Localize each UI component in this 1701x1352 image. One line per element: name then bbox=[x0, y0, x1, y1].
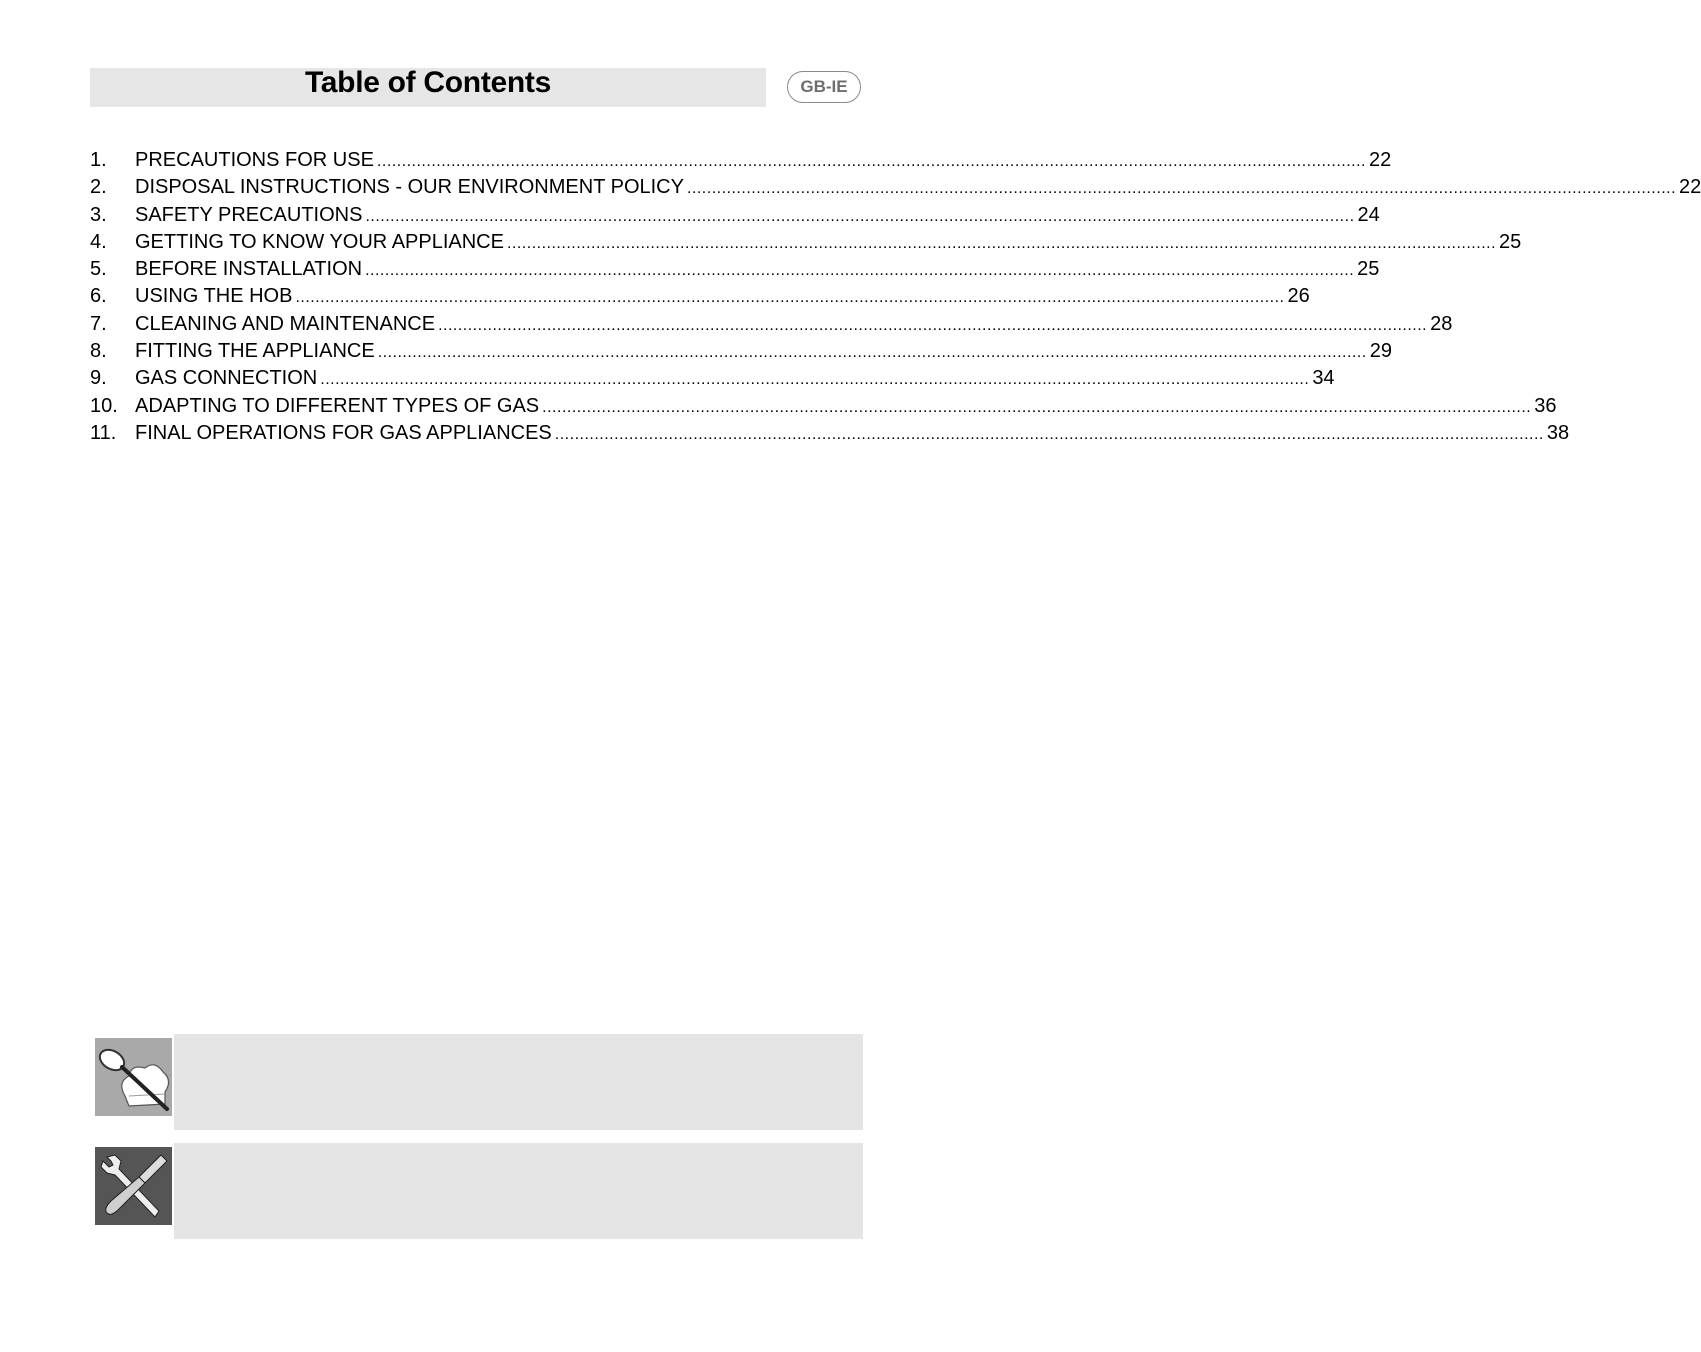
toc-entry[interactable] bbox=[90, 338, 1392, 365]
toc-entry-page: 24 bbox=[1357, 203, 1380, 226]
toc-entry-number: 1. bbox=[90, 149, 107, 171]
toc-entry[interactable] bbox=[90, 365, 1335, 392]
toc-entry[interactable] bbox=[90, 256, 1380, 283]
toc-entry-number: 11. bbox=[90, 421, 117, 444]
toc-entry-title: FINAL OPERATIONS FOR GAS APPLIANCES bbox=[135, 421, 552, 444]
toc-entry[interactable] bbox=[90, 311, 1453, 338]
toc-entry-number: 5. bbox=[90, 258, 107, 281]
toc-leader-dots: ........................................................................................................................................................................................................ bbox=[506, 234, 1497, 252]
toc-leader-dots: ........................................................................................................................................................................................................ bbox=[376, 153, 1366, 170]
toc-entry-title: CLEANING AND MAINTENANCE bbox=[135, 312, 436, 335]
toc-entry-title: GETTING TO KNOW YOUR APPLIANCE bbox=[135, 230, 504, 253]
toc-entry-page: 28 bbox=[1430, 312, 1453, 335]
toc-entry-title: USING THE HOB bbox=[135, 285, 293, 308]
page-title: Table of Contents bbox=[304, 66, 551, 99]
title-bar bbox=[90, 68, 766, 107]
toc-entry-number: 3. bbox=[90, 203, 107, 226]
toc-entry-page: 34 bbox=[1312, 367, 1335, 390]
installer-note-box bbox=[174, 1143, 863, 1239]
toc-entry-number: 8. bbox=[90, 340, 107, 363]
chef-spoon-icon bbox=[95, 1038, 172, 1116]
tools-icon bbox=[95, 1147, 172, 1225]
toc-entry-title: ADAPTING TO DIFFERENT TYPES OF GAS bbox=[135, 394, 540, 417]
toc-entry-page: 38 bbox=[1546, 421, 1570, 444]
toc-entry-page: 25 bbox=[1499, 230, 1522, 253]
toc-entry-title: SAFETY PRECAUTIONS bbox=[135, 203, 363, 226]
toc-entry-title: BEFORE INSTALLATION bbox=[135, 258, 363, 281]
toc-entry-number: 7. bbox=[90, 312, 107, 335]
toc-entry-number: 10. bbox=[90, 394, 118, 417]
toc-leader-dots: ........................................................................................................................................................................................................ bbox=[365, 262, 1355, 280]
toc-entry[interactable] bbox=[90, 420, 1570, 447]
toc-leader-dots: ........................................................................................................................................................................................................ bbox=[542, 398, 1532, 416]
toc-entry-number: 6. bbox=[90, 285, 107, 308]
toc-entry-title: FITTING THE APPLIANCE bbox=[135, 340, 375, 363]
toc-entry-number: 2. bbox=[90, 176, 107, 199]
toc-leader-dots: ........................................................................................................................................................................................................ bbox=[295, 289, 1285, 307]
toc-entry[interactable] bbox=[90, 393, 1557, 420]
toc-entry-page: 22 bbox=[1368, 149, 1392, 171]
user-note-box bbox=[174, 1034, 863, 1130]
language-badge: GB-IE bbox=[787, 71, 861, 103]
toc-entry[interactable] bbox=[90, 283, 1310, 310]
toc-entry-page: 22 bbox=[1679, 176, 1701, 199]
toc-entry-number: 9. bbox=[90, 367, 107, 390]
toc-entry[interactable] bbox=[90, 229, 1522, 256]
toc-entry-page: 29 bbox=[1369, 340, 1392, 363]
toc-entry-title: PRECAUTIONS FOR USE bbox=[135, 149, 374, 171]
toc-entry-title: GAS CONNECTION bbox=[135, 367, 318, 390]
toc-leader-dots: ........................................................................................................................................................................................................ bbox=[365, 207, 1355, 225]
toc-entry-page: 36 bbox=[1534, 394, 1557, 417]
toc-entry-number: 4. bbox=[90, 230, 107, 253]
toc-entry[interactable] bbox=[90, 174, 1701, 201]
toc-entry[interactable] bbox=[90, 147, 1392, 174]
toc-leader-dots: ........................................................................................................................................................................................................ bbox=[438, 316, 1428, 334]
toc-leader-dots: ........................................................................................................................................................................................................ bbox=[377, 344, 1367, 362]
toc-entry-title: DISPOSAL INSTRUCTIONS - OUR ENVIRONMENT POLICY bbox=[135, 176, 684, 199]
toc-leader-dots: ........................................................................................................................................................................................................ bbox=[554, 425, 1544, 443]
toc-entry-page: 25 bbox=[1357, 258, 1380, 281]
toc-leader-dots: ........................................................................................................................................................................................................ bbox=[686, 180, 1677, 198]
toc-leader-dots: ........................................................................................................................................................................................................ bbox=[320, 371, 1310, 389]
toc-entry-page: 26 bbox=[1287, 285, 1310, 308]
toc-entry[interactable] bbox=[90, 202, 1380, 229]
table-of-contents bbox=[90, 147, 1701, 447]
